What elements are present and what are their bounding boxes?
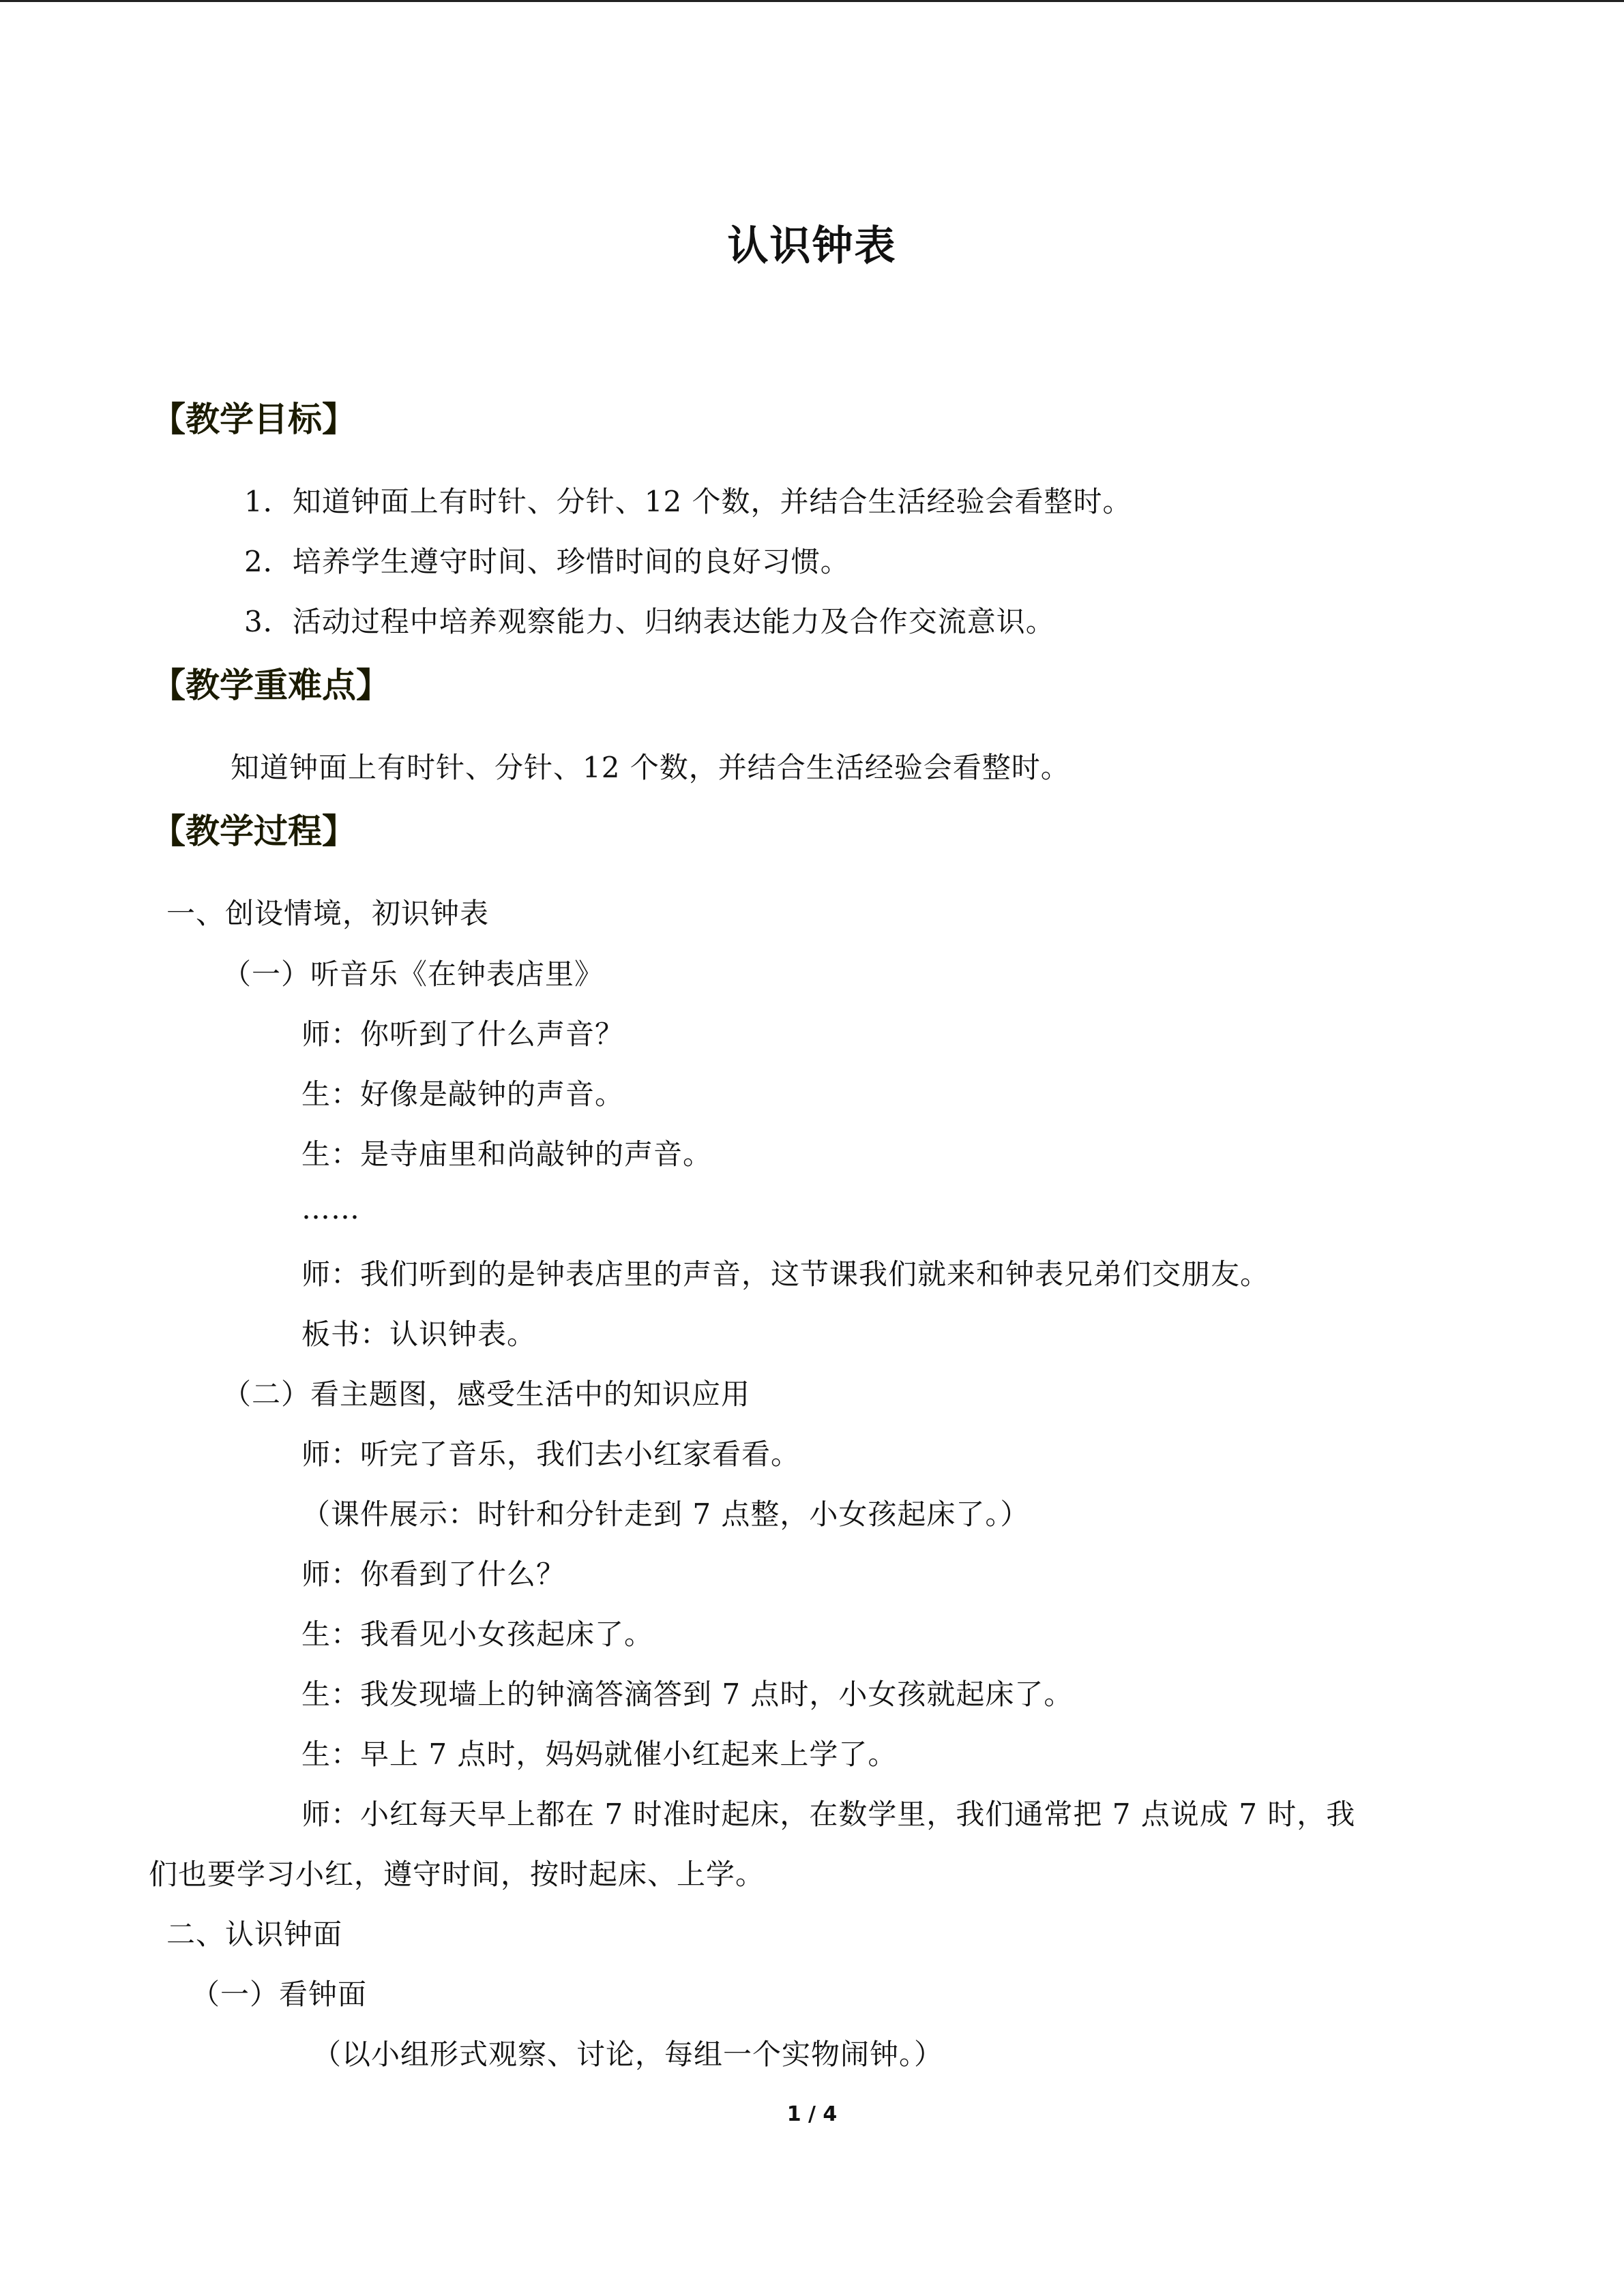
process-line: …… [301,1192,360,1225]
process-line: 板书：认识钟表。 [301,1317,537,1351]
goal-item-1: 1．知道钟面上有时针、分针、12 个数，并结合生活经验会看整时。 [244,485,1132,518]
section-heading-process: 【教学过程】 [151,811,356,851]
key-points-text: 知道钟面上有时针、分针、12 个数，并结合生活经验会看整时。 [231,751,1070,784]
process-line: 生：我发现墙上的钟滴答滴答到 7 点时，小女孩就起床了。 [301,1678,1074,1711]
goal-item-2: 2．培养学生遵守时间、珍惜时间的良好习惯。 [244,545,850,578]
process-line: 师：你听到了什么声音？ [301,1017,625,1051]
process-line: 二、认识钟面 [166,1918,343,1951]
process-line: （以小组形式观察、讨论，每组一个实物闹钟。） [312,2038,944,2071]
page-number: 1 / 4 [786,2102,838,2126]
process-line: 生：好像是敲钟的声音。 [301,1077,625,1111]
goal-item-3: 3．活动过程中培养观察能力、归纳表达能力及合作交流意识。 [244,605,1055,638]
process-line: 们也要学习小红，遵守时间，按时起床、上学。 [149,1858,765,1891]
process-line: 生：早上 7 点时，妈妈就催小红起来上学了。 [301,1738,898,1771]
process-line: 生：我看见小女孩起床了。 [301,1617,654,1651]
process-line: 生：是寺庙里和尚敲钟的声音。 [301,1137,713,1171]
section-heading-key-points: 【教学重难点】 [151,665,390,705]
process-line: 一、创设情境，初识钟表 [166,897,490,930]
process-line: （一）听音乐《在钟表店里》 [222,957,604,991]
process-line: 师：我们听到的是钟表店里的声音，这节课我们就来和钟表兄弟们交朋友。 [301,1257,1270,1291]
process-line: （课件展示：时针和分针走到 7 点整，小女孩起床了。） [301,1497,1030,1531]
process-line: （一）看钟面 [191,1978,368,2011]
process-line: 师：听完了音乐，我们去小红家看看。 [301,1437,801,1471]
process-line: 师：小红每天早上都在 7 时准时起床，在数学里，我们通常把 7 点说成 7 时，我 [301,1798,1356,1831]
process-line: （二）看主题图，感受生活中的知识应用 [222,1377,751,1411]
document-title: 认识钟表 [727,222,897,270]
section-heading-goals: 【教学目标】 [151,399,356,439]
process-line: 师：你看到了什么？ [301,1557,566,1591]
